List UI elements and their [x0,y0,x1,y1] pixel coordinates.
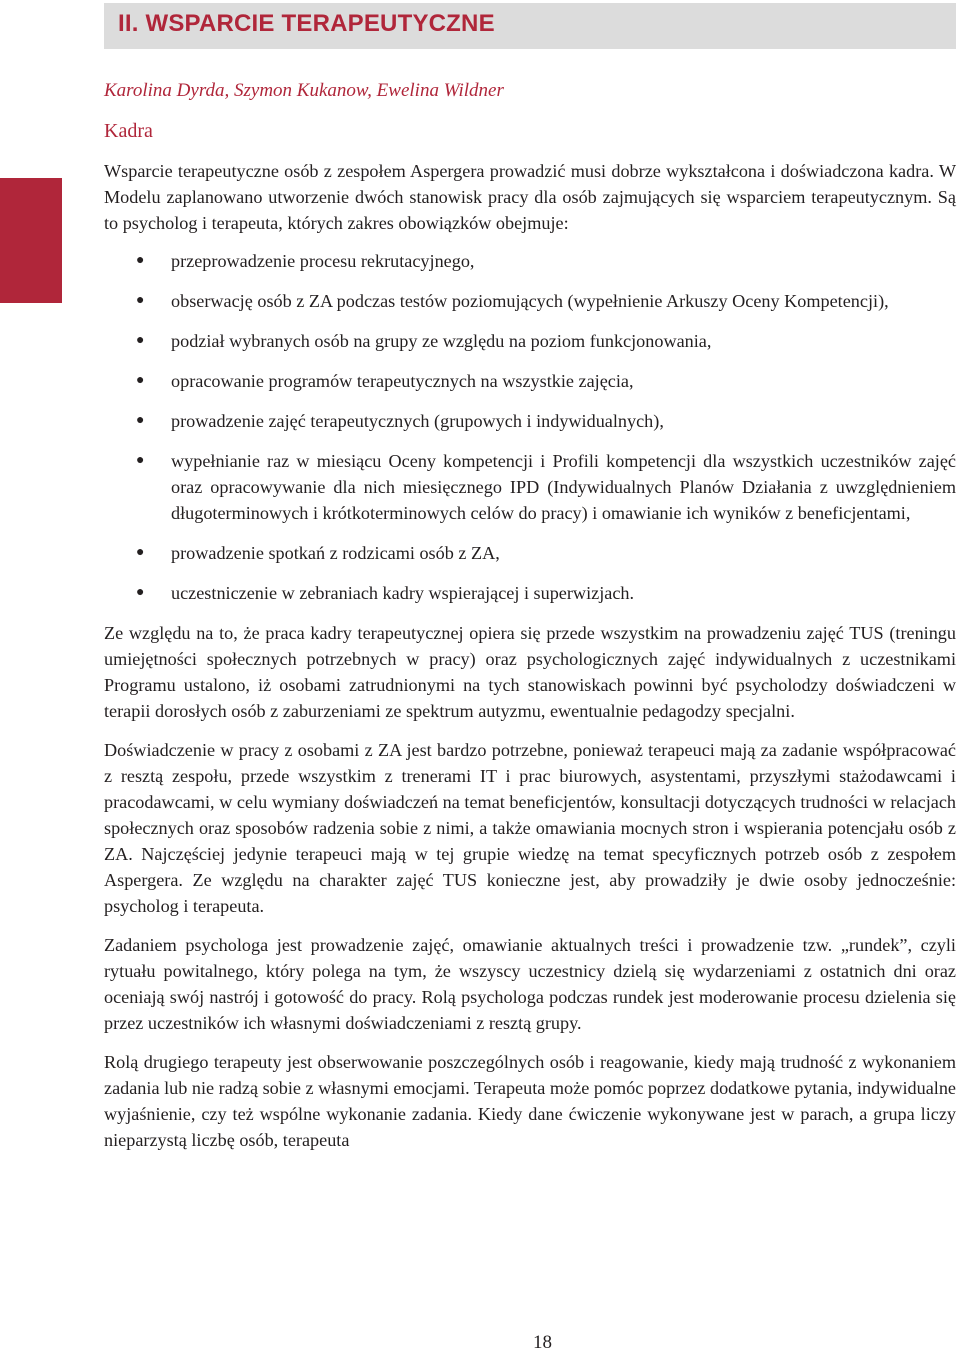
chapter-title: II. WSPARCIE TERAPEUTYCZNE [118,10,495,37]
bullet-icon: ● [136,373,145,388]
section-heading: Kadra [104,120,153,142]
list-item: ● podział wybranych osób na grupy ze względu na poziom funkcjonowania, [104,328,956,354]
list-item: ● opracowanie programów terapeutycznych na wszystkie zajęcia, [104,368,956,394]
intro-paragraph: Wsparcie terapeutyczne osób z zespołem Aspergera prowadzić musi dobrze wykształcona i doświadczona kadra. W Modelu zaplanowano utworzenie dwóch stanowisk pracy dla osób zajmujących się wsparciem terapeutycznym. Są to psycholog i terapeuta, których zakres obowiązków obejmuje: [104,161,956,233]
list-item: ● uczestniczenie w zebraniach kadry wspierającej i superwizjach. [104,580,956,606]
bullet-icon: ● [136,253,145,268]
duties-list [104,248,956,606]
body-text [104,158,956,1166]
list-item: ● wypełnianie raz w miesiącu Oceny kompetencji i Profili kompetencji dla wszystkich uczestników zajęć oraz opracowywanie dla nich miesięcznego IPD (Indywidualnych Planów Działania z uwzględnieniem długoterminowych i krótkoterminowych celów do pracy) i omawianie ich wyników z beneficjentami, [104,448,956,526]
bullet-icon: ● [136,453,145,468]
bullet-icon: ● [136,545,145,560]
list-item: ● prowadzenie zajęć terapeutycznych (grupowych i indywidualnych), [104,408,956,434]
bullet-icon: ● [136,333,145,348]
chapter-side-tab [0,178,62,303]
list-item: ● przeprowadzenie procesu rekrutacyjnego, [104,248,956,274]
page-number: 18 [533,1332,552,1353]
paragraph-therapist-role: Rolą drugiego terapeuty jest obserwowanie poszczególnych osób i reagowanie, kiedy mają trudność z wykonaniem zadania lub nie radzą sobie z własnymi emocjami. Terapeuta może pomóc poprzez dodatkowe pytania, indywidualne wyjaśnienie, czy też wspólne wykonanie zadania. Kiedy dane ćwiczenie wykonywane jest w parach, a grupa liczy nieparzystą liczbę osób, terapeuta [104,1052,956,1150]
paragraph-experience: Doświadczenie w pracy z osobami z ZA jest bardzo potrzebne, ponieważ terapeuci mają za zadanie współpracować z resztą zespołu, przede wszystkim z trenerami IT i prac biurowych, asystentami, przyszłymi stażodawcami i pracodawcami, w celu wymiany doświadczeń na temat beneficjentów, konsultacji dotyczących trudności w relacjach społecznych oraz sposobów radzenia sobie z nimi, a także omawiania mocnych stron i wspierania potencjału osób z ZA. Najczęściej jedynie terapeuci mają w tej grupie wiedzę na temat specyficznych potrzeb osób z zespołem Aspergera. Ze względu na charakter zajęć TUS konieczne jest, aby prowadziły je dwie osoby jednocześnie: psycholog i terapeuta. [104,740,956,916]
bullet-icon: ● [136,293,145,308]
list-item: ● prowadzenie spotkań z rodzicami osób z ZA, [104,540,956,566]
authors-line: Karolina Dyrda, Szymon Kukanow, Ewelina Wildner [104,80,504,101]
paragraph-psychologist-role: Zadaniem psychologa jest prowadzenie zajęć, omawianie aktualnych treści i prowadzenie tzw. „rundek”, czyli rytuału powitalnego, który polega na tym, że wszyscy uczestnicy dzielą się wydarzeniami z ostatnich dni oraz oceniają swój nastrój i gotowość do pracy. Rolą psychologa podczas rundek jest moderowanie procesu dzielenia się przez uczestników ich własnymi doświadczeniami z resztą grupy. [104,935,956,1033]
bullet-icon: ● [136,585,145,600]
paragraph-staff-qualifications: Ze względu na to, że praca kadry terapeutycznej opiera się przede wszystkim na prowadzeniu zajęć TUS (treningu umiejętności społecznych potrzebnych w pracy) oraz psychologicznych zajęć indywidualnych z uczestnikami Programu ustalono, iż osobami zatrudnionymi na tych stanowiskach powinni być psycholodzy doświadczeni w terapii dorosłych osób z zaburzeniami ze spektrum autyzmu, ewentualnie pedagodzy specjalni. [104,623,956,721]
list-item: ● obserwację osób z ZA podczas testów poziomujących (wypełnienie Arkuszy Oceny Kompetencji), [104,288,956,314]
bullet-icon: ● [136,413,145,428]
